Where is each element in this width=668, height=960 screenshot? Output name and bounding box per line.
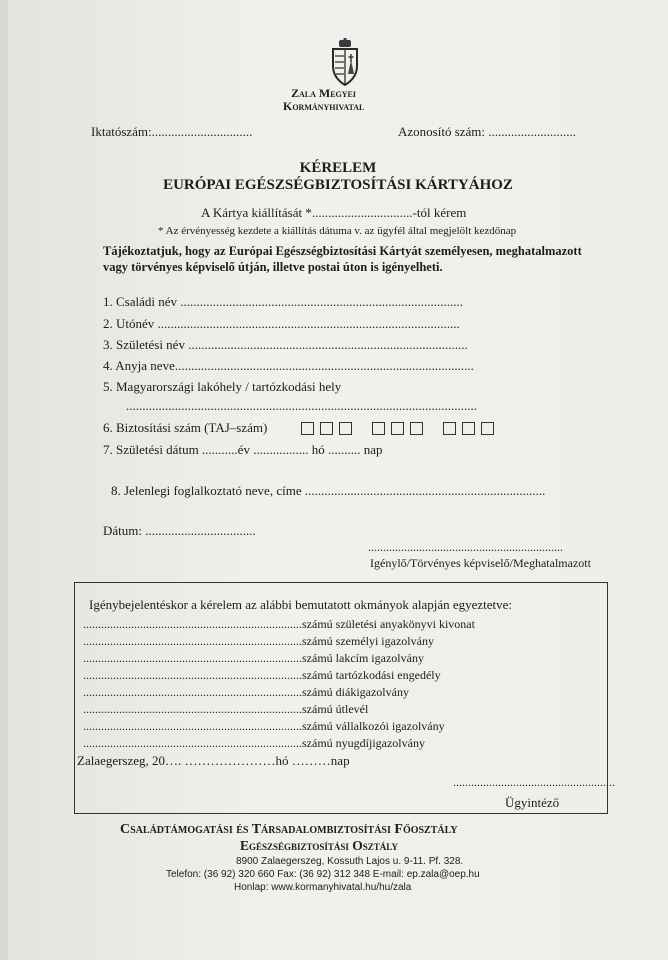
verification-intro: Igénybejelentéskor a kérelem az alábbi bemutatott okmányok alapján egyeztetve: [89,597,513,612]
card-issue-date-field[interactable]: A Kártya kiállítását *...............................-tól kérem [201,205,467,220]
document-row[interactable]: .........................................................................számú diákigazolvány [83,685,409,699]
document-row[interactable]: .........................................................................számú születési anyakönyvi kivonat [83,617,475,631]
taj-digit-box[interactable] [410,422,423,435]
taj-number-boxes[interactable] [301,419,514,437]
footer-contact: Telefon: (36 92) 320 660 Fax: (36 92) 312 348 E-mail: ep.zala@oep.hu [166,869,480,880]
address-label: 5. Magyarországi lakóhely / tartózkodási hely [103,379,342,394]
document-row[interactable]: .........................................................................számú tartózkodási engedély [83,668,441,682]
document-row[interactable]: .........................................................................számú vállalkozói igazolvány [83,719,445,733]
unit-name: Egészségbiztosítási Osztály [240,838,398,853]
taj-digit-box[interactable] [443,422,456,435]
document-row[interactable]: .........................................................................számú lakcím igazolvány [83,651,424,665]
taj-digit-box[interactable] [372,422,385,435]
date-field[interactable]: Dátum: .................................. [103,523,256,538]
address-field[interactable]: ............................................................................................................ [126,398,477,413]
taj-digit-box[interactable] [339,422,352,435]
footer-website[interactable]: Honlap: www.kormanyhivatal.hu/hu/zala [234,882,412,893]
applicant-signature-line[interactable]: ................................................................. [368,540,563,554]
department-name: Családtámogatási és Társadalombiztosítási Főosztály [120,822,458,837]
verification-box [74,582,615,814]
validity-note: * Az érvényesség kezdete a kiállítás dátuma v. az ügyfél által megjelölt kezdőnap [158,225,517,237]
form-title: KÉRELEM [299,160,377,176]
employer-field[interactable]: 8. Jelenlegi foglalkoztató neve, címe .......................................................................... [111,483,546,498]
coat-of-arms-icon [328,38,362,86]
applicant-signature-label: Igénylő/Törvényes képviselő/Meghatalmazott [370,556,591,570]
org-name-line2: Kormányhivatal [283,99,365,113]
clerk-signature-line[interactable]: ...................................................... [453,775,615,789]
org-name-line1: Zala Megyei [291,86,357,100]
footer-address: 8900 Zalaegerszeg, Kossuth Lajos u. 9-11. Pf. 328. [236,856,464,867]
document-row[interactable]: .........................................................................számú nyugdíjigazolvány [83,736,425,750]
form-subtitle: EURÓPAI EGÉSZSÉGBIZTOSÍTÁSI KÁRTYÁHOZ [163,177,513,193]
taj-digit-box[interactable] [462,422,475,435]
given-name-field[interactable]: 2. Utónév ............................................................................................. [103,316,460,331]
info-text-line1: Tájékoztatjuk, hogy az Európai Egészségbiztosítási Kártyát személyesen, meghatalmazott [103,244,582,258]
taj-number-label: 6. Biztosítási szám (TAJ–szám) [103,420,268,435]
registry-number-field[interactable]: Iktatószám:............................... [91,124,253,139]
clerk-label: Ügyintéző [505,795,560,810]
taj-digit-box[interactable] [391,422,404,435]
identifier-number-field[interactable]: Azonosító szám: ........................... [398,124,577,139]
taj-digit-box[interactable] [301,422,314,435]
taj-digit-box[interactable] [481,422,494,435]
document-row[interactable]: .........................................................................számú személyi igazolvány [83,634,434,648]
family-name-field[interactable]: 1. Családi név ....................................................................................... [103,294,464,309]
birth-date-field[interactable]: 7. Születési dátum ...........év ................. hó .......... nap [103,442,383,457]
birth-name-field[interactable]: 3. Születési név ...................................................................................... [103,337,468,352]
mother-name-field[interactable]: 4. Anyja neve............................................................................................ [103,358,474,373]
place-date-field[interactable]: Zalaegerszeg, 20…. …………………hó ………nap [77,753,350,768]
taj-digit-box[interactable] [320,422,333,435]
document-row[interactable]: .........................................................................számú útlevél [83,702,369,716]
info-text-line2: vagy törvényes képviselő útján, illetve postai úton is igényelheti. [103,260,443,274]
form-sheet [8,0,668,960]
